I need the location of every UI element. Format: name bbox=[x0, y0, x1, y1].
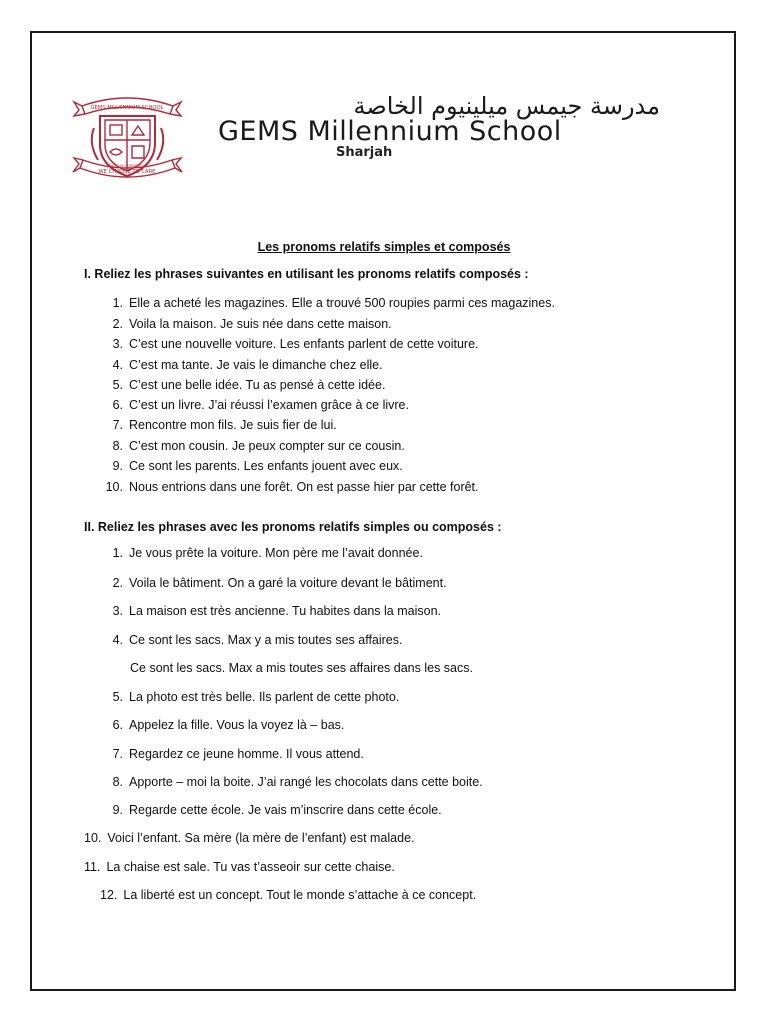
list-item-number: 12. bbox=[100, 888, 118, 902]
list-item-text: Nous entrions dans une forêt. On est passe hier par cette forêt. bbox=[129, 480, 479, 494]
list-item-text: Regarde cette école. Je vais m’inscrire dans cette école. bbox=[129, 803, 442, 817]
list-item bbox=[98, 337, 479, 351]
list-item bbox=[100, 888, 476, 902]
list-item-text: Je vous prête la voiture. Mon père me l’avait donnée. bbox=[129, 546, 423, 560]
list-item-number: 11. bbox=[84, 860, 101, 874]
list-item-text: Voila le bâtiment. On a garé la voiture devant le bâtiment. bbox=[129, 576, 447, 590]
list-item bbox=[98, 418, 337, 432]
school-name-arabic: مدرسة جيمس ميلينيوم الخاصة bbox=[353, 92, 660, 120]
list-item-text: C’est ma tante. Je vais le dimanche chez elle. bbox=[129, 358, 383, 372]
list-item-text: Ce sont les sacs. Max a mis toutes ses affaires dans les sacs. bbox=[130, 661, 473, 675]
list-item bbox=[98, 633, 403, 647]
list-item-number: 10. bbox=[84, 831, 102, 845]
list-item bbox=[84, 860, 395, 874]
logo-side-text: FAITH IN OURSELVES bbox=[109, 164, 145, 168]
section-2-heading: II. Reliez les phrases avec les pronoms relatifs simples ou composés : bbox=[84, 520, 502, 534]
list-item bbox=[98, 690, 399, 704]
list-item bbox=[98, 775, 483, 789]
school-name: GEMS Millennium School bbox=[218, 116, 562, 147]
list-item-number: 6. bbox=[112, 718, 123, 732]
list-item-number: 8. bbox=[112, 439, 123, 453]
list-item-text: La maison est très ancienne. Tu habites dans la maison. bbox=[129, 604, 441, 618]
list-item-number: 1. bbox=[112, 546, 123, 560]
list-item-text: Voici l’enfant. Sa mère (la mère de l’enfant) est malade. bbox=[107, 831, 415, 845]
list-item-text: Ce sont les parents. Les enfants jouent avec eux. bbox=[129, 459, 403, 473]
list-item-number: 8. bbox=[112, 775, 123, 789]
list-item-text: Elle a acheté les magazines. Elle a trouvé 500 roupies parmi ces magazines. bbox=[129, 296, 555, 310]
list-item bbox=[98, 718, 344, 732]
list-item-text: Voila la maison. Je suis née dans cette maison. bbox=[129, 317, 392, 331]
list-item bbox=[98, 803, 442, 817]
list-item bbox=[98, 459, 403, 473]
list-item-text: C’est une nouvelle voiture. Les enfants parlent de cette voiture. bbox=[129, 337, 479, 351]
list-item bbox=[98, 480, 479, 494]
list-item-number: 6. bbox=[112, 398, 123, 412]
list-item bbox=[130, 661, 473, 675]
list-item bbox=[98, 604, 441, 618]
list-item-number: 7. bbox=[112, 747, 123, 761]
list-item-text: C’est mon cousin. Je peux compter sur ce cousin. bbox=[129, 439, 405, 453]
worksheet-title: Les pronoms relatifs simples et composés bbox=[257, 240, 511, 254]
list-item-number: 2. bbox=[112, 317, 123, 331]
logo-bottom-text: WE CHOOSE TO CARE bbox=[98, 169, 156, 175]
list-item-text: La photo est très belle. Ils parlent de cette photo. bbox=[129, 690, 400, 704]
list-item-number: 5. bbox=[112, 690, 123, 704]
list-item-text: C’est un livre. J’ai réussi l’examen grâce à ce livre. bbox=[129, 398, 409, 412]
list-item bbox=[98, 398, 409, 412]
list-item-text: La liberté est un concept. Tout le monde s’attache à ce concept. bbox=[123, 888, 477, 902]
list-item-number: 4. bbox=[112, 633, 123, 647]
school-crest-logo bbox=[70, 88, 185, 188]
list-item-text: Ce sont les sacs. Max y a mis toutes ses affaires. bbox=[129, 633, 403, 647]
list-item-text: La chaise est sale. Tu vas t’asseoir sur cette chaise. bbox=[106, 860, 395, 874]
list-item-number: 3. bbox=[112, 604, 123, 618]
logo-top-text: GEMS MILLENNIUM SCHOOL bbox=[90, 105, 164, 111]
list-item-text: Regardez ce jeune homme. Il vous attend. bbox=[129, 747, 364, 761]
list-item-text: Appelez la fille. Vous la voyez là – bas. bbox=[129, 718, 345, 732]
list-item-text: C’est une belle idée. Tu as pensé à cette idée. bbox=[129, 378, 386, 392]
list-item bbox=[98, 546, 423, 560]
list-item bbox=[98, 378, 385, 392]
list-item-number: 10. bbox=[105, 480, 123, 494]
list-item bbox=[98, 296, 555, 310]
section-1-heading: I. Reliez les phrases suivantes en utilisant les pronoms relatifs composés : bbox=[84, 267, 529, 281]
list-item-number: 4. bbox=[112, 358, 123, 372]
list-item-number: 9. bbox=[112, 459, 123, 473]
list-item bbox=[98, 439, 405, 453]
list-item-number: 1. bbox=[112, 296, 123, 310]
list-item bbox=[98, 576, 447, 590]
list-item-text: Apporte – moi la boite. J’ai rangé les chocolats dans cette boite. bbox=[129, 775, 483, 789]
list-item-text: Rencontre mon fils. Je suis fier de lui. bbox=[129, 418, 337, 432]
list-item bbox=[84, 831, 415, 845]
list-item-number: 9. bbox=[112, 803, 123, 817]
list-item-number: 2. bbox=[112, 576, 123, 590]
list-item bbox=[98, 358, 383, 372]
school-city: Sharjah bbox=[336, 145, 393, 160]
list-item-number: 3. bbox=[112, 337, 123, 351]
list-item bbox=[98, 317, 392, 331]
list-item-number: 5. bbox=[112, 378, 123, 392]
list-item bbox=[98, 747, 364, 761]
list-item-number: 7. bbox=[112, 418, 123, 432]
